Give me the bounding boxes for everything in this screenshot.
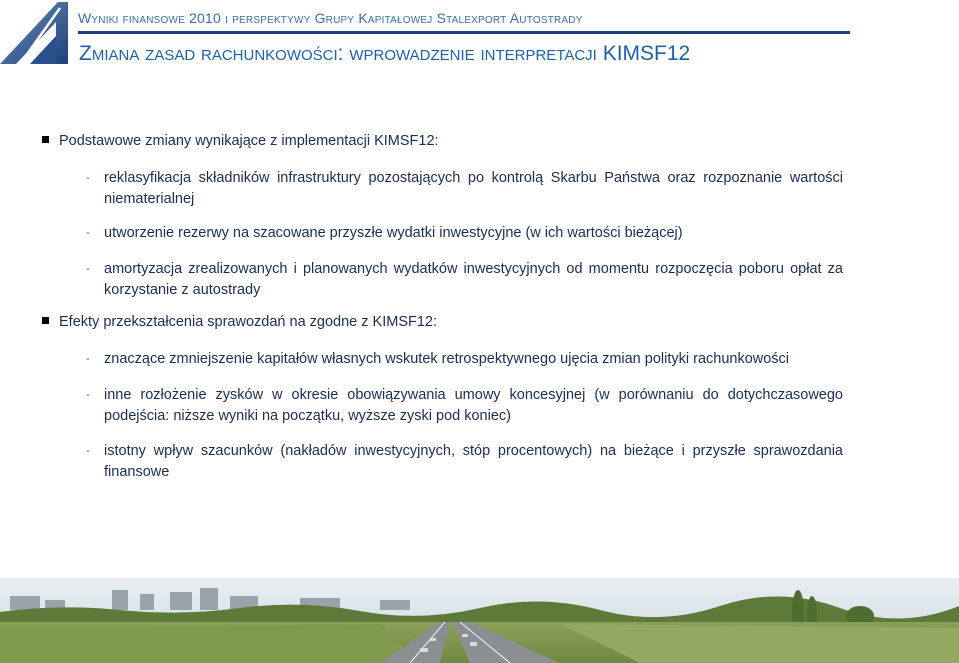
header-rule	[78, 31, 850, 34]
section-heading: Efekty przekształcenia sprawozdań na zgodne z KIMSF12:	[42, 314, 437, 330]
dash-icon: -	[86, 263, 90, 275]
list-item: - inne rozłożenie zysków w okresie obowiązywania umowy koncesyjnej (w porównaniu do dotychczasowego podejścia: niższe wyniki na początku, wyższe zyski pod koniec)	[86, 387, 843, 424]
dash-icon: -	[86, 389, 90, 401]
list-item: - znaczące zmniejszenie kapitałów własnych wskutek retrospektywnego ujęcia zmian polityki rachunkowości	[86, 349, 843, 370]
section-heading: Podstawowe zmiany wynikające z implementacji KIMSF12:	[42, 133, 439, 149]
dash-icon: -	[86, 353, 90, 365]
company-logo	[0, 0, 72, 66]
square-bullet-icon	[42, 136, 49, 143]
list-item: - istotny wpływ szacunków (nakładów inwestycyjnych, stóp procentowych) na bieżące i przyszłe sprawozdania finansowe	[86, 443, 843, 480]
list-item: - utworzenie rezerwy na szacowane przyszłe wydatki inwestycyjne (w ich wartości bieżącej)	[86, 223, 843, 244]
list-item: - reklasyfikacja składników infrastruktury pozostających po kontrolą Skarbu Państwa oraz rozpoznanie wartości niematerialnej	[86, 170, 843, 207]
dash-icon: -	[86, 172, 90, 184]
dash-icon: -	[86, 227, 90, 239]
motorway-photo	[0, 578, 959, 663]
presentation-title: Wyniki finansowe 2010 i perspektywy Grupy Kapitałowej Stalexport Autostrady	[78, 10, 583, 26]
slide-title: Zmiana zasad rachunkowości: wprowadzenie interpretacji KIMSF12	[79, 42, 691, 65]
square-bullet-icon	[42, 317, 49, 324]
dash-icon: -	[86, 445, 90, 457]
list-item: - amortyzacja zrealizowanych i planowanych wydatków inwestycyjnych od momentu rozpoczęcia poboru opłat za korzystanie z autostrady	[86, 261, 843, 298]
